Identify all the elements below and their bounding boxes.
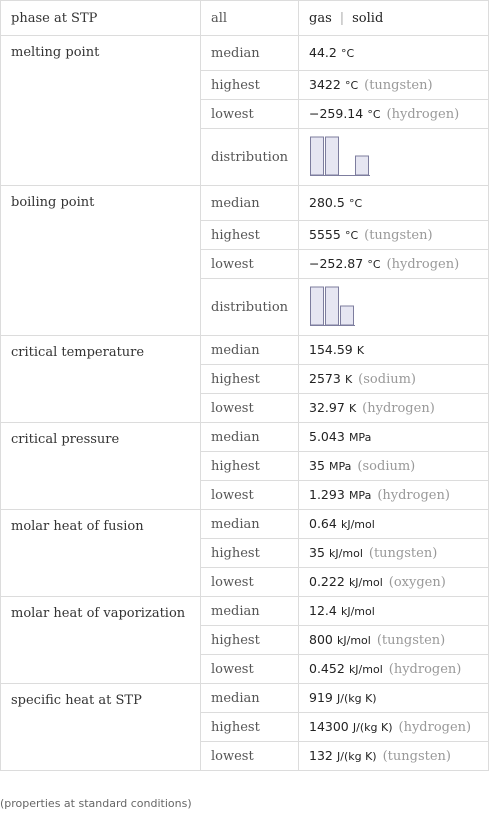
stat-value: 35 MPa (sodium) (299, 452, 489, 481)
stat-label: highest (201, 452, 299, 481)
melting-distribution-chart (309, 135, 389, 179)
stat-label: highest (201, 626, 299, 655)
stat-label: lowest (201, 250, 299, 279)
stat-value: 154.59 K (299, 336, 489, 365)
table-row (1, 36, 489, 71)
stat-label: median (201, 597, 299, 626)
stat-value: 800 kJ/mol (tungsten) (299, 626, 489, 655)
histogram-bar (341, 306, 354, 325)
table-row (1, 597, 489, 626)
header-column: all (201, 1, 299, 36)
property-label: molar heat of fusion (1, 510, 201, 597)
stat-label: highest (201, 221, 299, 250)
stat-value: −259.14 °C (hydrogen) (299, 100, 489, 129)
stat-value: 0.64 kJ/mol (299, 510, 489, 539)
histogram-bar (356, 156, 369, 175)
property-label: molar heat of vaporization (1, 597, 201, 684)
footnote: (properties at standard conditions) (0, 797, 192, 810)
stat-label: highest (201, 71, 299, 100)
table-row (1, 684, 489, 713)
header-row (1, 1, 489, 36)
property-label: boiling point (1, 186, 201, 336)
stat-value: 2573 K (sodium) (299, 365, 489, 394)
phase-gas: gas (309, 10, 332, 26)
stat-value: 32.97 K (hydrogen) (299, 394, 489, 423)
stat-label: lowest (201, 568, 299, 597)
table-row (1, 336, 489, 365)
table-row (1, 423, 489, 452)
property-label: critical pressure (1, 423, 201, 510)
histogram-bar (326, 287, 339, 325)
stat-label: median (201, 36, 299, 71)
boiling-distribution-chart (309, 285, 389, 329)
stat-label: distribution (201, 279, 299, 336)
phase-solid: solid (352, 10, 384, 26)
property-label: specific heat at STP (1, 684, 201, 771)
property-label: critical temperature (1, 336, 201, 423)
stat-value: 919 J/(kg K) (299, 684, 489, 713)
stat-label: median (201, 684, 299, 713)
stat-value: 1.293 MPa (hydrogen) (299, 481, 489, 510)
phase-separator: | (339, 10, 345, 26)
distribution-cell (299, 279, 489, 336)
stat-label: highest (201, 539, 299, 568)
header-phases (299, 1, 489, 36)
histogram-bar (311, 137, 324, 175)
stat-label: median (201, 423, 299, 452)
stat-value: 280.5 °C (299, 186, 489, 221)
stat-label: median (201, 186, 299, 221)
stat-label: distribution (201, 129, 299, 186)
stat-value: 44.2 °C (299, 36, 489, 71)
stat-label: median (201, 510, 299, 539)
stat-label: lowest (201, 655, 299, 684)
stat-label: highest (201, 365, 299, 394)
table-row (1, 186, 489, 221)
stat-value: 5555 °C (tungsten) (299, 221, 489, 250)
stat-value: −252.87 °C (hydrogen) (299, 250, 489, 279)
stat-label: median (201, 336, 299, 365)
histogram-bar (311, 287, 324, 325)
stat-value: 35 kJ/mol (tungsten) (299, 539, 489, 568)
property-label: melting point (1, 36, 201, 186)
stat-value: 132 J/(kg K) (tungsten) (299, 742, 489, 771)
stat-label: lowest (201, 100, 299, 129)
stat-label: lowest (201, 742, 299, 771)
histogram-bar (326, 137, 339, 175)
header-label: phase at STP (1, 1, 201, 36)
stat-value: 0.452 kJ/mol (hydrogen) (299, 655, 489, 684)
stat-label: highest (201, 713, 299, 742)
stat-label: lowest (201, 394, 299, 423)
stat-label: lowest (201, 481, 299, 510)
distribution-cell (299, 129, 489, 186)
stat-value: 5.043 MPa (299, 423, 489, 452)
stat-value: 3422 °C (tungsten) (299, 71, 489, 100)
stat-value: 0.222 kJ/mol (oxygen) (299, 568, 489, 597)
stat-value: 14300 J/(kg K) (hydrogen) (299, 713, 489, 742)
table-row (1, 510, 489, 539)
stat-value: 12.4 kJ/mol (299, 597, 489, 626)
